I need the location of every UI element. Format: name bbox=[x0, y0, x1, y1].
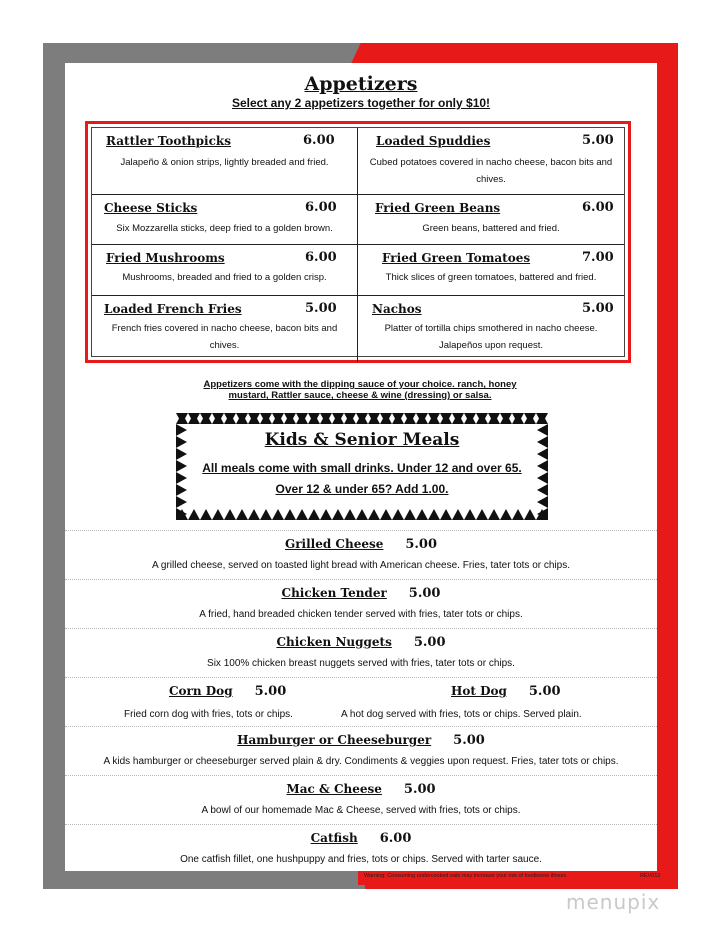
kid-item bbox=[65, 530, 657, 580]
appetizer-name: Loaded French Fries bbox=[104, 302, 242, 316]
dipping-note-line: mustard, Rattler sauce, cheese & wine (dressing) or salsa. bbox=[228, 390, 492, 401]
kid-item bbox=[65, 726, 657, 776]
kid-item-desc: A kids hamburger or cheeseburger served plain & dry. Condiments & veggies upon request. Fries, tater tots or chips. bbox=[103, 756, 619, 767]
appetizer-name: Cheese Sticks bbox=[104, 201, 198, 215]
appetizer-desc: Platter of tortilla chips smothered in nacho cheese. Jalapeños upon request. bbox=[384, 323, 598, 351]
kid-item bbox=[65, 775, 657, 825]
appetizer-price: 7.00 bbox=[582, 250, 614, 265]
hot-dog-desc: A hot dog served with fries, tots or chips. Served plain. bbox=[341, 709, 582, 720]
zigzag-triangle bbox=[260, 509, 272, 520]
kid-item-name: Grilled Cheese bbox=[284, 537, 384, 551]
kid-item-name: Hamburger or Cheeseburger bbox=[237, 733, 432, 747]
kid-item-name: Catfish bbox=[310, 831, 358, 845]
zigzag-triangle bbox=[380, 509, 392, 520]
appetizer-item bbox=[92, 245, 358, 296]
appetizers-grid bbox=[91, 127, 625, 357]
kids-title: Kids & Senior Meals bbox=[264, 430, 460, 450]
zigzag-triangle bbox=[296, 509, 308, 520]
appetizer-name: Fried Green Tomatoes bbox=[382, 251, 531, 265]
kid-item-pair bbox=[65, 677, 657, 727]
zigzag-triangle bbox=[176, 496, 187, 508]
kid-item-name: Mac & Cheese bbox=[286, 782, 382, 796]
zigzag-triangle bbox=[500, 509, 512, 520]
zigzag-triangle bbox=[524, 509, 536, 520]
appetizer-desc: Jalapeño & onion strips, lightly breaded and fried. bbox=[120, 157, 329, 168]
zigzag-triangle bbox=[368, 509, 380, 520]
kid-item-desc: A bowl of our homemade Mac & Cheese, served with fries, tots or chips. bbox=[201, 805, 521, 816]
kid-item-name: Chicken Nuggets bbox=[276, 635, 392, 649]
zigzag-triangle bbox=[308, 509, 320, 520]
appetizer-item bbox=[92, 296, 358, 362]
zigzag-triangle bbox=[416, 509, 428, 520]
zigzag-triangle bbox=[332, 509, 344, 520]
menu-page bbox=[65, 63, 657, 871]
zigzag-triangle bbox=[464, 509, 476, 520]
appetizer-price: 5.00 bbox=[582, 301, 614, 316]
kid-item-desc: A fried, hand breaded chicken tender served with fries, tater tots or chips. bbox=[199, 609, 523, 620]
appetizers-subtitle: Select any 2 appetizers together for only $10! bbox=[231, 96, 491, 110]
appetizer-item bbox=[358, 128, 624, 195]
kid-item-desc: One catfish fillet, one hushpuppy and fries, tots or chips. Served with tarter sauce. bbox=[180, 854, 542, 865]
zigzag-triangle bbox=[272, 509, 284, 520]
appetizers-box bbox=[85, 121, 631, 363]
appetizer-name: Fried Green Beans bbox=[375, 201, 501, 215]
kid-item-price: 5.00 bbox=[403, 782, 436, 797]
kid-item-name: Chicken Tender bbox=[281, 586, 387, 600]
zigzag-triangle bbox=[476, 509, 488, 520]
appetizer-price: 5.00 bbox=[305, 301, 337, 316]
appetizer-price: 6.00 bbox=[305, 200, 337, 215]
kid-item-name: Hot Dog bbox=[451, 684, 507, 698]
footer-bar bbox=[358, 871, 678, 885]
appetizer-price: 6.00 bbox=[303, 133, 335, 148]
appetizer-item bbox=[92, 128, 358, 195]
kid-item-name: Corn Dog bbox=[169, 684, 233, 698]
kid-item-price: 5.00 bbox=[254, 684, 287, 699]
appetizer-item bbox=[358, 245, 624, 296]
zigzag-triangle bbox=[212, 509, 224, 520]
zigzag-triangle bbox=[392, 509, 404, 520]
kid-item-price: 5.00 bbox=[413, 635, 446, 650]
zigzag-triangle bbox=[404, 509, 416, 520]
kids-line-2: Over 12 & under 65? Add 1.00. bbox=[275, 482, 449, 496]
appetizer-desc: French fries covered in nacho cheese, bacon bits and chives. bbox=[111, 323, 338, 351]
footer-warning: Warning: Consuming undercooked eats may increase your risk of foodborne illness bbox=[364, 873, 567, 879]
kid-item-price: 5.00 bbox=[528, 684, 561, 699]
dipping-note-line: Appetizers come with the dipping sauce of your choice. ranch, honey bbox=[203, 379, 517, 390]
footer-code: REV012 bbox=[640, 873, 661, 879]
kid-item bbox=[65, 824, 657, 872]
kid-item-price: 5.00 bbox=[408, 586, 441, 601]
appetizer-name: Nachos bbox=[372, 302, 422, 316]
zigzag-triangle bbox=[344, 509, 356, 520]
zigzag-triangle bbox=[356, 509, 368, 520]
appetizer-desc: Thick slices of green tomatoes, battered and fried. bbox=[385, 272, 597, 283]
appetizer-price: 5.00 bbox=[582, 133, 614, 148]
appetizer-price: 6.00 bbox=[305, 250, 337, 265]
appetizer-name: Fried Mushrooms bbox=[106, 251, 225, 265]
appetizer-desc: Mushrooms, breaded and fried to a golden crisp. bbox=[122, 272, 327, 283]
kids-header-box bbox=[176, 413, 548, 520]
appetizer-desc: Green beans, battered and fried. bbox=[422, 223, 560, 234]
appetizer-item bbox=[92, 195, 358, 245]
appetizer-price: 6.00 bbox=[582, 200, 614, 215]
zigzag-triangle bbox=[440, 509, 452, 520]
watermark-logo: menupix bbox=[566, 890, 661, 914]
kid-item-price: 5.00 bbox=[453, 733, 485, 748]
dipping-sauce-note bbox=[195, 379, 525, 401]
kid-item-price: 6.00 bbox=[379, 831, 412, 846]
zigzag-triangle bbox=[188, 509, 200, 520]
appetizers-title: Appetizers bbox=[304, 73, 418, 95]
appetizer-name: Rattler Toothpicks bbox=[106, 134, 231, 148]
kids-line-1: All meals come with small drinks. Under 12 and over 65. bbox=[202, 461, 522, 475]
zigzag-triangle bbox=[236, 509, 248, 520]
kid-item-desc: Six 100% chicken breast nuggets served with fries, tater tots or chips. bbox=[207, 658, 515, 669]
kid-item bbox=[65, 628, 657, 678]
kid-item-desc: A grilled cheese, served on toasted light bread with American cheese. Fries, tater tots or chips. bbox=[152, 560, 570, 571]
appetizer-name: Loaded Spuddies bbox=[376, 134, 491, 148]
zigzag-triangle bbox=[200, 509, 212, 520]
corn-dog-desc: Fried corn dog with fries, tots or chips. bbox=[124, 709, 293, 720]
kid-item-price: 5.00 bbox=[405, 537, 438, 552]
zigzag-triangle bbox=[452, 509, 464, 520]
zigzag-triangle bbox=[428, 509, 440, 520]
zigzag-triangle bbox=[248, 509, 260, 520]
zigzag-triangle bbox=[512, 509, 524, 520]
appetizer-desc: Six Mozzarella sticks, deep fried to a golden brown. bbox=[116, 223, 333, 234]
corn-dog-head bbox=[169, 682, 286, 700]
appetizer-item bbox=[358, 195, 624, 245]
appetizer-item bbox=[358, 296, 624, 362]
zigzag-triangle bbox=[537, 496, 548, 508]
zigzag-triangle bbox=[224, 509, 236, 520]
zigzag-triangle bbox=[320, 509, 332, 520]
zigzag-triangle bbox=[284, 509, 296, 520]
kid-item bbox=[65, 579, 657, 629]
hot-dog-head bbox=[451, 682, 561, 700]
appetizer-desc: Cubed potatoes covered in nacho cheese, bacon bits and chives. bbox=[369, 157, 613, 185]
zigzag-triangle bbox=[488, 509, 500, 520]
